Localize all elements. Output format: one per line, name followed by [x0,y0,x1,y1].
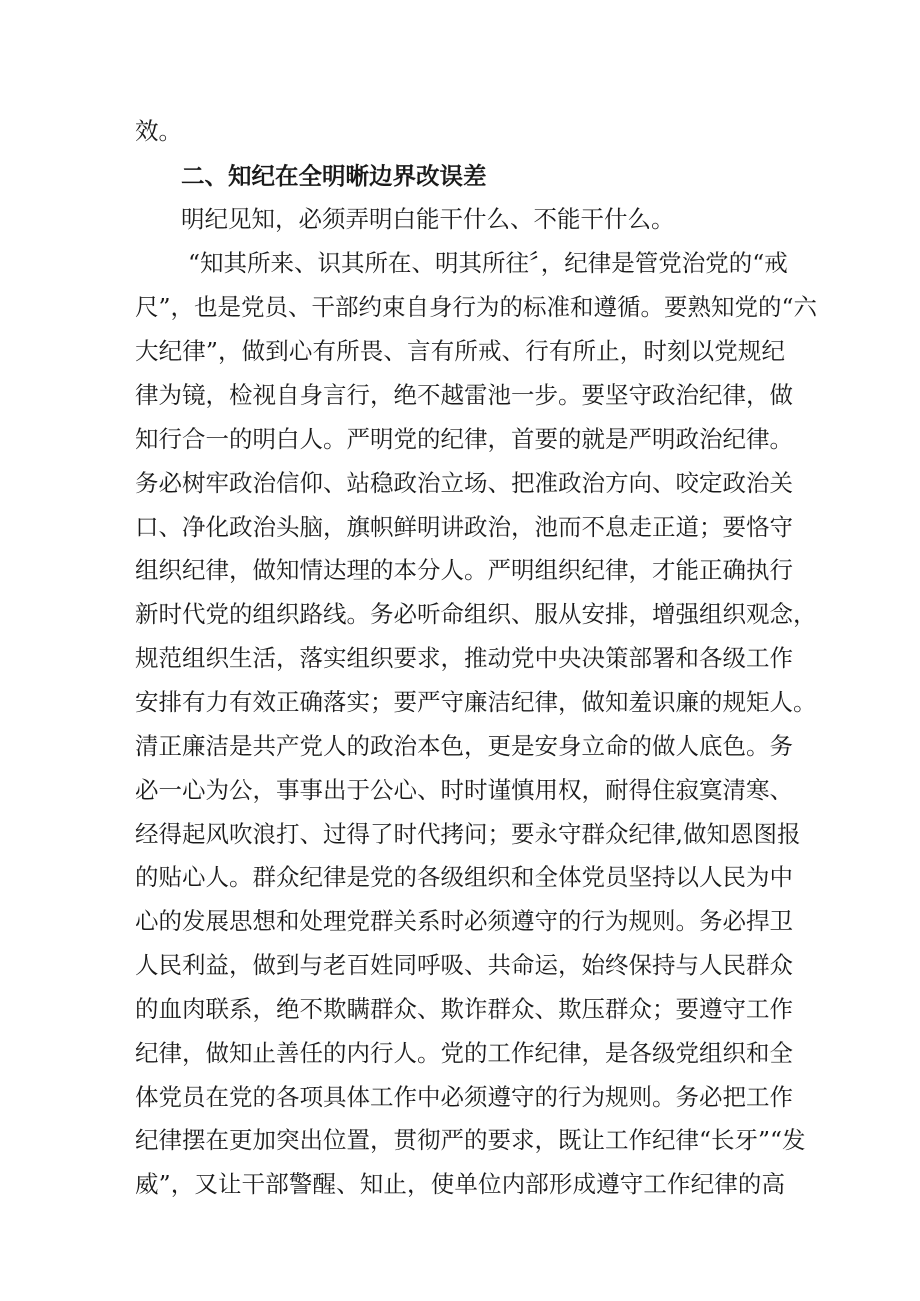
body-line: 纪律，做知止善任的内行人。党的工作纪律，是各级党组织和全 [135,1039,793,1067]
body-line: 的贴心人。群众纪律是党的各级组织和全体党员坚持以人民为中 [135,863,793,891]
body-line: 组织纪律，做知情达理的本分人。严明组织纪律，才能正确执行 [135,556,793,584]
body-line: “知其所来、识其所在、明其所往〞，纪律是管党治党的“戒 [188,249,788,277]
body-line: 人民利益，做到与老百姓同呼吸、共命运，始终保持与人民群众 [135,951,793,979]
body-line: 安排有力有效正确落实；要严守廉洁纪律，做知羞识廉的规矩人。 [135,688,817,716]
body-line: 新时代党的组织路线。务必听命组织、服从安排，增强组织观念， [135,600,817,628]
body-line: 经得起风吹浪打、过得了时代拷问；要永守群众纪律,做知恩图报 [135,820,801,848]
body-line: 尺”，也是党员、干部约束自身行为的标准和遵循。要熟知党的“六 [135,293,818,321]
body-line: 律为镜，检视自身言行，绝不越雷池一步。要坚守政治纪律，做 [135,381,793,409]
body-line: 必一心为公，事事出于公心、时时谨慎用权，耐得住寂寞清寒、 [135,776,793,804]
body-line: 纪律摆在更加突出位置，贯彻严的要求，既让工作纪律“长牙”“发 [135,1126,806,1154]
body-line: 口、净化政治头脑，旗帜鲜明讲政治，池而不息走正道；要恪守 [135,513,793,541]
body-line: 务必树牢政治信仰、站稳政治立场、把准政治方向、咬定政治关 [135,469,793,497]
body-line: 规范组织生活，落实组织要求，推动党中央决策部署和各级工作 [135,644,793,672]
body-line: 体党员在党的各项具体工作中必须遵守的行为规则。务必把工作 [135,1083,793,1111]
intro-paragraph: 明纪见知，必须弄明白能干什么、不能干什么。 [181,205,675,233]
body-line: 心的发展思想和处理党群关系时必须遵守的行为规则。务必捍卫 [135,907,793,935]
continuation-line: 效。 [135,117,182,145]
body-line: 大纪律”，做到心有所畏、言有所戒、行有所止，时刻以党规纪 [135,337,785,365]
body-line: 的血肉联系，绝不欺瞒群众、欺诈群众、欺压群众；要遵守工作 [135,995,793,1023]
body-line: 威”，又让干部警醒、知止，使单位内部形成遵守工作纪律的高 [135,1170,785,1198]
section-heading: 二、知纪在全明晰边界改误差 [181,162,487,190]
body-line: 知行合一的明白人。严明党的纪律，首要的就是严明政治纪律。 [135,425,793,453]
body-line: 清正廉洁是共产党人的政治本色，更是安身立命的做人底色。务 [135,732,793,760]
